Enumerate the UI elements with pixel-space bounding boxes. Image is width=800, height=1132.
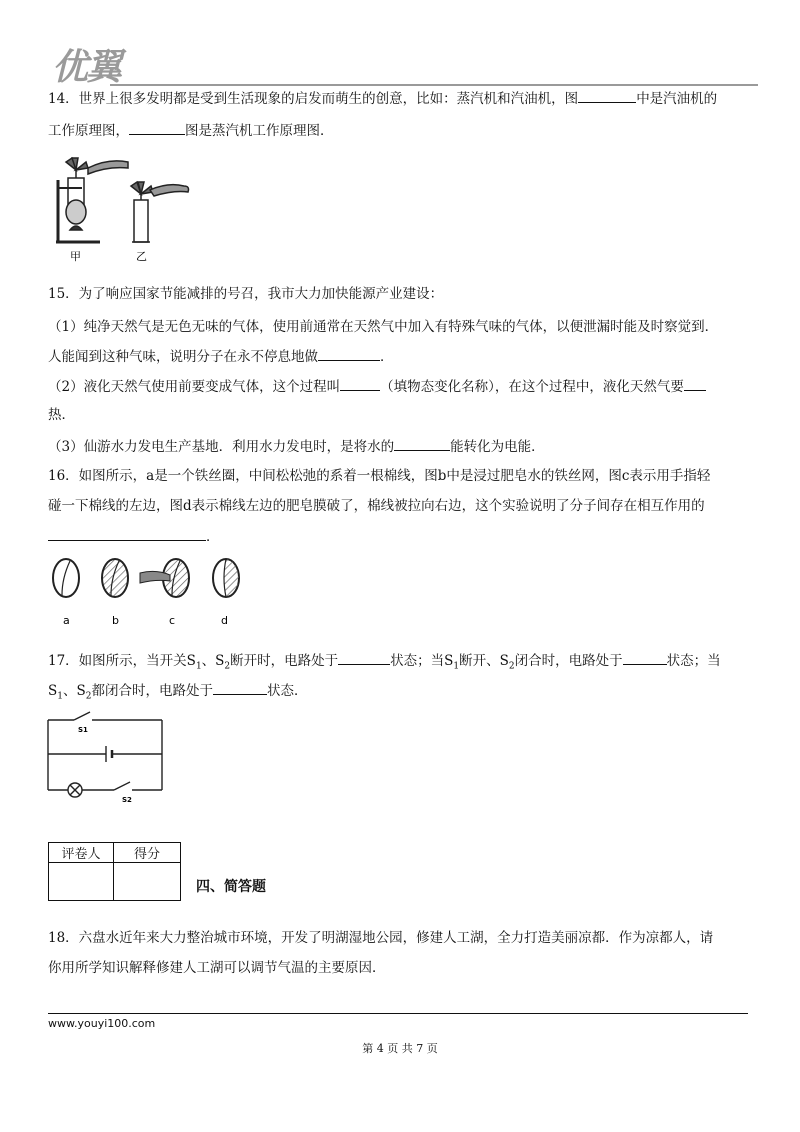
q15-part2-line1: （2）液化天然气使用前要变成气体，这个过程叫 （填物态变化名称），在这个过程中，液化天然气要 (48, 376, 706, 397)
q14-blank-2[interactable] (129, 120, 185, 135)
ring-b (102, 559, 128, 597)
q14-line-2: 工作原理图， 图是蒸汽机工作原理图． (48, 120, 334, 141)
score-table (48, 842, 181, 901)
q17-circuit-diagram (44, 708, 170, 804)
q15-blank-4[interactable] (394, 436, 450, 451)
ring-d (213, 559, 239, 597)
q17-line-2: $S_1$、$S_2$都闭合时，电路处于 状态． (48, 680, 307, 707)
q16-blank-1[interactable] (48, 526, 206, 541)
caption-d: d (221, 614, 228, 627)
q18-line-2: 你用所学知识解释修建人工湖可以调节气温的主要原因． (48, 960, 386, 976)
q16-line-1: 16．如图所示，a是一个铁丝圈，中间松松弛的系着一根棉线，图b中是浸过肥皂水的铁丝网，图c表示用手指轻 (48, 468, 711, 484)
section-title: 四、简答题 (196, 879, 266, 895)
figure-yi-apparatus (131, 182, 189, 242)
footer-url[interactable]: www.youyi100.com (48, 1017, 156, 1030)
q14-steam-engine-figure (48, 150, 208, 265)
switch-s1-label: S1 (78, 726, 88, 734)
caption-b: b (112, 614, 119, 627)
figure-jia-apparatus (56, 158, 128, 242)
footer-rule (48, 1013, 748, 1014)
switch-s2-label: S2 (122, 796, 132, 804)
figure-caption-yi: 乙 (136, 250, 147, 263)
score-table-score-cell[interactable] (114, 863, 181, 901)
score-table-header-grader: 评卷人 (49, 843, 114, 863)
q17-blank-3[interactable] (213, 680, 267, 695)
score-table-grader-cell[interactable] (49, 863, 114, 901)
ring-c-with-finger (140, 559, 189, 597)
q16-soap-film-figure (48, 555, 248, 630)
q17-line-1: 17．如图所示，当开关$S_1$、$S_2$断开时，电路处于 状态；当$S_1$断开、$S_2$闭合时，电路处于 状态；当 (48, 650, 721, 677)
q14-line-1: 14．世界上很多发明都是受到生活现象的启发而萌生的创意，比如：蒸汽机和汽油机，图 中是汽油机的 (48, 88, 717, 109)
page-number: 第 4 页 共 7 页 (362, 1042, 438, 1055)
q15-part3: （3）仙游水力发电生产基地．利用水力发电时，是将水的 能转化为电能． (48, 436, 545, 457)
ring-a (53, 559, 79, 597)
score-table-header-score: 得分 (114, 843, 181, 863)
q16-line-3: ． (48, 526, 220, 547)
q14-blank-1[interactable] (578, 88, 636, 103)
circuit-wires (48, 712, 162, 797)
q15-part2-line2: 热． (48, 407, 75, 423)
publisher-logo: 优翼 (52, 47, 121, 88)
q15-blank-1[interactable] (318, 346, 380, 361)
q16-line-2: 碰一下棉线的左边，图d表示棉线左边的肥皂膜破了，棉线被拉向右边，这个实验说明了分子间存在相互作用的 (48, 498, 705, 514)
q15-part1-line2: 人能闻到这种气味，说明分子在永不停息地做 ． (48, 346, 394, 367)
q15-blank-3[interactable] (684, 376, 706, 391)
q15-part1-line1: （1）纯净天然气是无色无味的气体，使用前通常在天然气中加入有特殊气味的气体，以便泄漏时能及时察觉到． (48, 319, 719, 335)
q17-blank-2[interactable] (623, 650, 667, 665)
q18-line-1: 18．六盘水近年来大力整治城市环境，开发了明湖湿地公园，修建人工湖，全力打造美丽凉都．作为凉都人，请 (48, 930, 714, 946)
q17-blank-1[interactable] (338, 650, 390, 665)
caption-c: c (169, 614, 176, 627)
q15-title: 15．为了响应国家节能减排的号召，我市大力加快能源产业建设： (48, 286, 444, 302)
q15-blank-2[interactable] (340, 376, 380, 391)
figure-caption-jia: 甲 (70, 250, 81, 263)
caption-a: a (63, 614, 70, 627)
header-rule (110, 84, 758, 86)
